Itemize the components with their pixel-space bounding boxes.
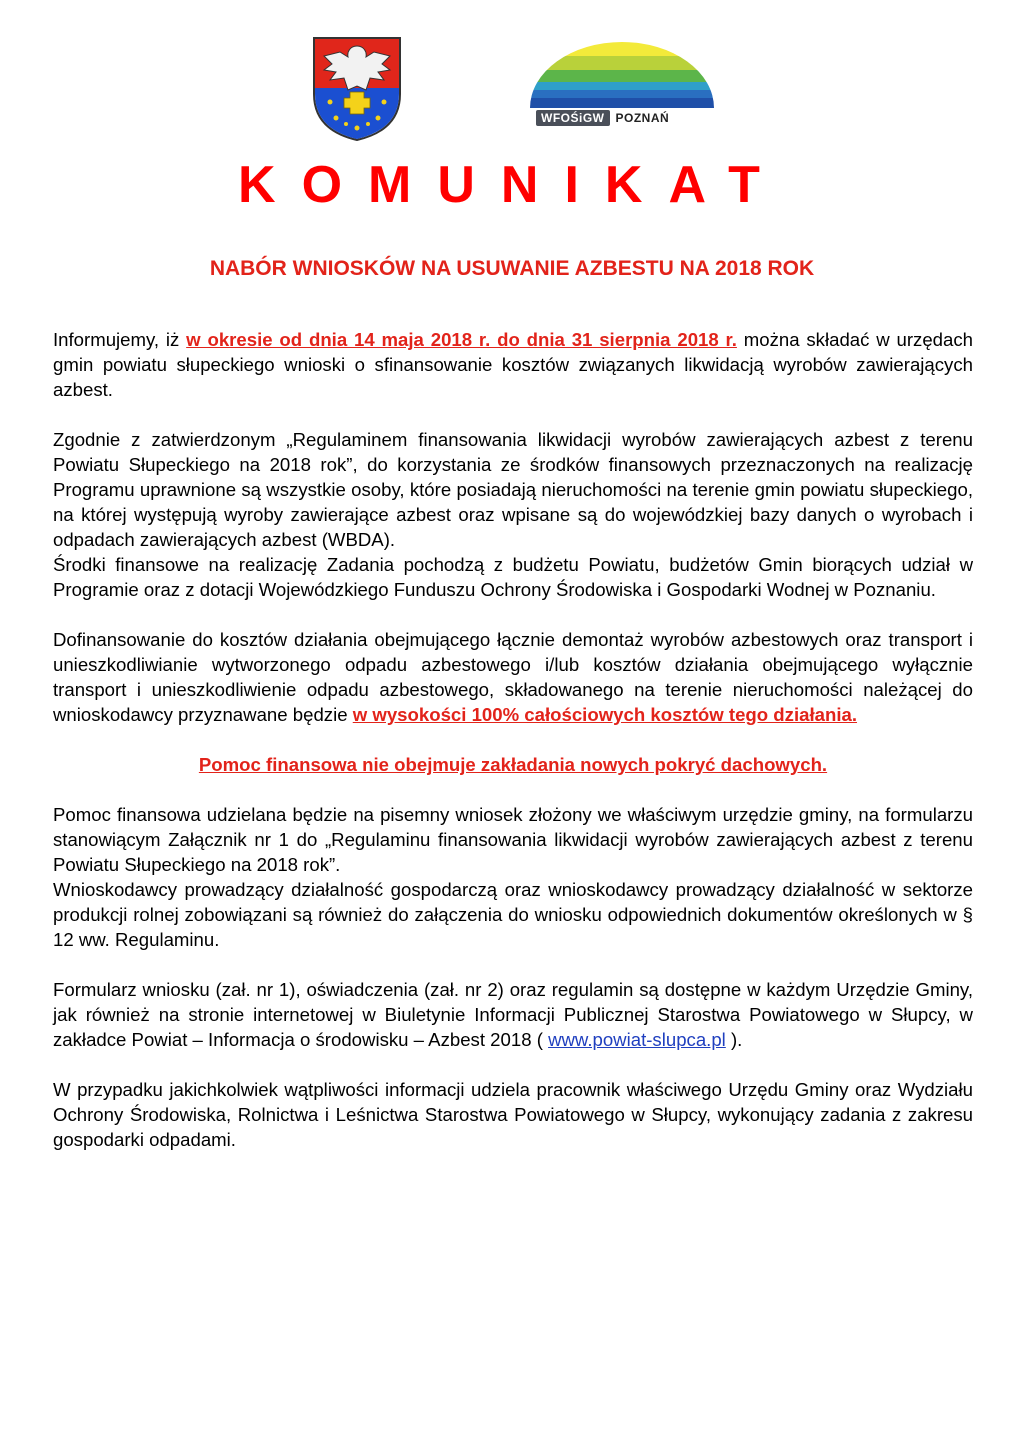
paragraph-application: Pomoc finansowa udzielana będzie na pisemny wniosek złożony we właściwym urzędzie gminy, na formularzu stanowiącym Załącznik nr 1 do „Regulaminu finansowania likwidacji wyrobów zawierających azbest z terenu Powiatu Słupeckiego na 2018 rok”. [53,804,973,875]
roofing-note: Pomoc finansowa nie obejmuje zakładania nowych pokryć dachowych. [198,754,828,775]
intro-rest: można składać w urzędach gmin powiatu słupeckiego wnioski o sfinansowanie kosztów związanych likwidacją wyrobów zawierających azbest. [53,329,974,400]
paragraph-business-applicants: Wnioskodawcy prowadzący działalność gospodarczą oraz wnioskodawcy prowadzący działalność w sektorze produkcji rolnej zobowiązani są również do załączenia do wniosku odpowiednich dokumentów określonych w § 12 ww. Regulaminu. [53,879,973,950]
forms-text: Formularz wniosku (zał. nr 1), oświadczenia (zał. nr 2) oraz regulamin są dostępne w każdym Urzędzie Gminy, jak również na stronie internetowej w Biuletynie Informacji Publicznej Starostwa Powiatowego w Słupcy, w zakładce Powiat – Informacja o środowisku – Azbest 2018 ( [53,979,973,1050]
paragraph-intro [53,327,973,402]
powiat-website-link[interactable]: www.powiat-slupca.pl [548,1029,726,1050]
intro-lead: Informujemy, iż [53,329,187,350]
wfosigw-label: WFOŚiGW [536,110,610,126]
logos-header [0,0,1024,150]
cofinancing-amount: w wysokości 100% całościowych kosztów tego działania. [352,704,858,725]
paragraph-forms [53,977,973,1052]
coat-of-arms-icon [310,34,404,142]
paragraph-eligibility: Zgodnie z zatwierdzonym „Regulaminem finansowania likwidacji wyrobów zawierających azbest z terenu Powiatu Słupeckiego na 2018 rok”, do korzystania ze środków finansowych przeznaczonych na realizację Programu uprawnione są wszystkie osoby, które posiadają nieruchomości na terenie gmin powiatu słupeckiego, na której występują wyroby zawierające azbest oraz wpisane są do wojewódzkiej bazy danych o wyrobach i odpadach zawierających azbest (WBDA). [53,429,973,550]
intro-date-range: w okresie od dnia 14 maja 2018 r. do dnia 31 sierpnia 2018 r. [186,329,737,350]
paragraph-contact: W przypadku jakichkolwiek wątpliwości informacji udziela pracownik właściwego Urzędu Gminy oraz Wydziału Ochrony Środowiska, Rolnictwa i Leśnictwa Starostwa Powiatowego w Słupcy, wykonujący zadania z zakresu gospodarki odpadami. [53,1079,973,1150]
page-subtitle: NABÓR WNIOSKÓW NA USUWANIE AZBESTU NA 2018 ROK [209,257,815,280]
forms-tail: ). [725,1029,743,1050]
page-title: KOMUNIKAT [238,156,786,214]
wfosigw-wordmark [536,109,669,127]
wfosigw-city: POZNAŃ [615,111,670,125]
paragraph-funding-sources: Środki finansowe na realizację Zadania pochodzą z budżetu Powiatu, budżetów Gmin biorących udział w Programie oraz z dotacji Wojewódzkiego Funduszu Ochrony Środowiska i Gospodarki Wodnej w Poznaniu. [53,554,973,600]
paragraph-cofinancing [53,627,973,727]
document-body [53,327,973,1152]
cofinancing-text: Dofinansowanie do kosztów działania obejmującego łącznie demontaż wyrobów azbestowych oraz transport i unieszkodliwianie wytworzonego odpadu azbestowego i/lub kosztów działania obejmującego wyłącznie transport i unieszkodliwienie odpadu azbestowego, składowanego na terenie nieruchomości należącej do wnioskodawcy przyznawane będzie [53,629,973,725]
